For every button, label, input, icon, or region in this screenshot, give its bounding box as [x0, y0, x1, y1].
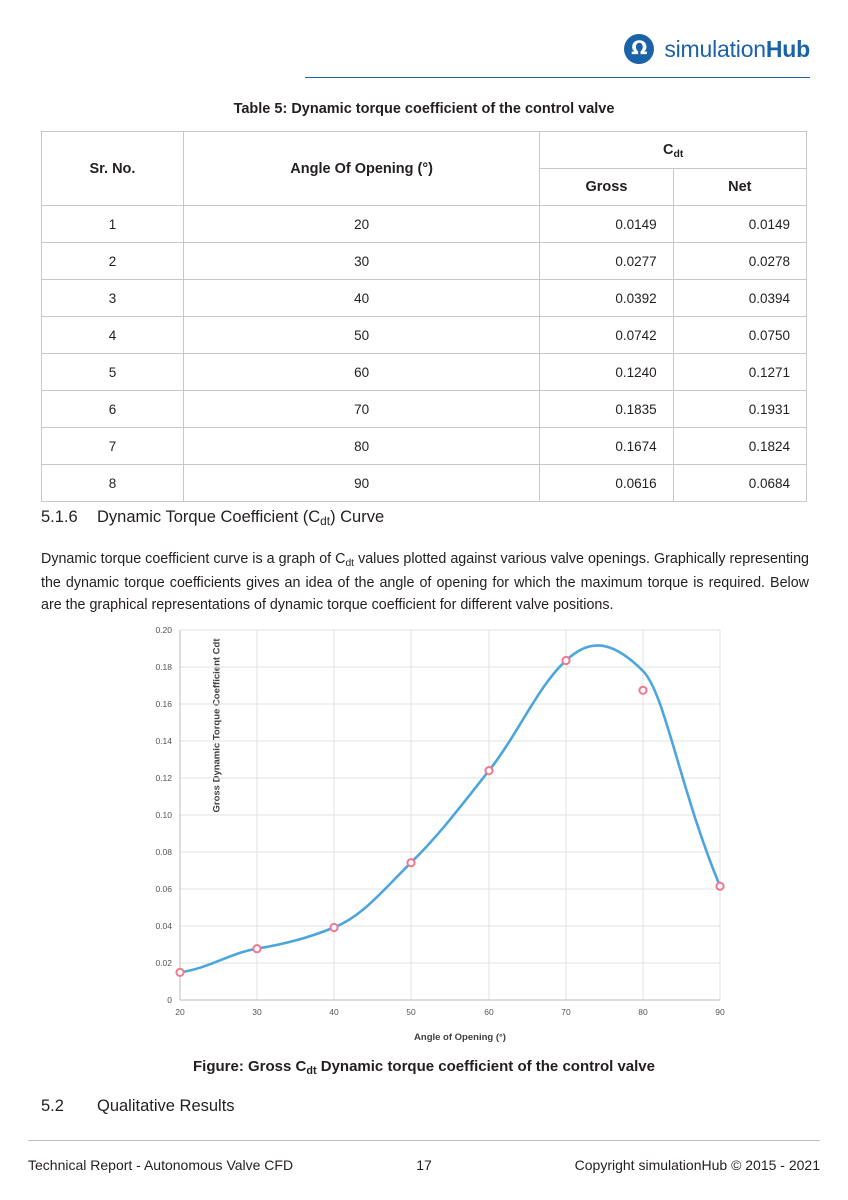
y-tick-label: 0.14 [155, 736, 172, 746]
table-row [42, 428, 807, 465]
cell-gross: 0.1674 [540, 428, 673, 465]
y-tick-label: 0.12 [155, 773, 172, 783]
cell-sr: 5 [42, 354, 184, 391]
header-divider [305, 77, 810, 78]
brand-name-light: simulation [664, 35, 766, 62]
y-tick-label: 0.06 [155, 884, 172, 894]
figure-caption-part1: Figure: Gross C [193, 1058, 307, 1075]
cell-net: 0.0278 [673, 243, 806, 280]
section2-number: 5.2 [41, 1097, 64, 1115]
cell-gross: 0.1240 [540, 354, 673, 391]
table-header-net: Net [673, 169, 806, 206]
table-row [42, 243, 807, 280]
cell-angle: 60 [183, 354, 539, 391]
cell-angle: 70 [183, 391, 539, 428]
figure-caption-part2: Dynamic torque coefficient of the control valve [316, 1058, 655, 1075]
cell-angle: 30 [183, 243, 539, 280]
paragraph-part1: Dynamic torque coefficient curve is a graph of C [41, 551, 346, 567]
footer-copyright: Copyright simulationHub © 2015 - 2021 [574, 1157, 820, 1173]
cell-net: 0.0684 [673, 465, 806, 502]
logo-glyph: Ω [631, 37, 648, 59]
x-tick-label: 70 [561, 1007, 571, 1017]
chart-line-series [180, 645, 720, 972]
cell-angle: 90 [183, 465, 539, 502]
chart-marker [639, 687, 646, 694]
cell-angle: 20 [183, 206, 539, 243]
dynamic-torque-chart [120, 620, 740, 1050]
x-tick-label: 60 [484, 1007, 494, 1017]
cell-gross: 0.0149 [540, 206, 673, 243]
cell-gross: 0.0277 [540, 243, 673, 280]
y-tick-label: 0.18 [155, 662, 172, 672]
cell-sr: 2 [42, 243, 184, 280]
footer-left-text: Technical Report - Autonomous Valve CFD [28, 1157, 294, 1173]
brand-name-bold: Hub [765, 35, 810, 62]
table-header-cdt: $C_{dt}$ [540, 132, 807, 169]
section-title-part1: Dynamic Torque Coefficient (C [97, 508, 321, 526]
cell-net: 0.0149 [673, 206, 806, 243]
figure-caption [0, 1058, 848, 1075]
brand-name [664, 36, 810, 63]
chart-marker [176, 969, 183, 976]
table-row [42, 391, 807, 428]
cell-net: 0.0750 [673, 317, 806, 354]
chart-marker [485, 767, 492, 774]
table-row [42, 280, 807, 317]
page-footer [28, 1157, 820, 1173]
section-title-part2: ) Curve [330, 508, 385, 526]
paragraph-sub: dt [345, 558, 355, 569]
figure-caption-sub: dt [306, 1065, 317, 1077]
table-header-angle: Angle Of Opening (°) [183, 132, 539, 206]
cell-angle: 50 [183, 317, 539, 354]
x-tick-label: 30 [252, 1007, 262, 1017]
cell-sr: 6 [42, 391, 184, 428]
x-tick-label: 80 [638, 1007, 648, 1017]
x-tick-label: 90 [715, 1007, 725, 1017]
cell-gross: 0.0616 [540, 465, 673, 502]
cell-angle: 40 [183, 280, 539, 317]
section-number: 5.1.6 [41, 508, 78, 526]
y-tick-label: 0 [167, 995, 172, 1005]
cell-angle: 80 [183, 428, 539, 465]
brand-header [624, 34, 810, 64]
x-tick-label: 40 [329, 1007, 339, 1017]
cell-gross: 0.1835 [540, 391, 673, 428]
section2-title: Qualitative Results [97, 1097, 235, 1115]
cell-sr: 1 [42, 206, 184, 243]
chart-marker [253, 945, 260, 952]
chart-marker [407, 859, 414, 866]
chart-markers [176, 657, 723, 976]
section-heading-52 [41, 1097, 235, 1116]
cell-net: 0.1931 [673, 391, 806, 428]
footer-divider [28, 1140, 820, 1141]
simulationhub-logo-icon [624, 34, 654, 64]
chart-y-axis-label: Gross Dynamic Torque Coefficient Cdt [211, 638, 223, 813]
y-tick-label: 0.08 [155, 847, 172, 857]
y-tick-label: 0.10 [155, 810, 172, 820]
chart-y-tick-labels [155, 625, 172, 1005]
chart-marker [330, 924, 337, 931]
y-tick-label: 0.16 [155, 699, 172, 709]
y-tick-label: 0.04 [155, 921, 172, 931]
section-heading-516 [41, 508, 384, 527]
table-row [42, 206, 807, 243]
cell-net: 0.1271 [673, 354, 806, 391]
table-header-sr-no: Sr. No. [42, 132, 184, 206]
cell-gross: 0.0392 [540, 280, 673, 317]
cell-sr: 7 [42, 428, 184, 465]
table-header-row-1 [42, 132, 807, 169]
cell-sr: 3 [42, 280, 184, 317]
chart-marker [562, 657, 569, 664]
chart-marker [716, 883, 723, 890]
table-header-gross: Gross [540, 169, 673, 206]
cell-net: 0.1824 [673, 428, 806, 465]
table-caption: Table 5: Dynamic torque coefficient of the control valve [233, 101, 615, 117]
table-row [42, 354, 807, 391]
cell-sr: 8 [42, 465, 184, 502]
cell-gross: 0.0742 [540, 317, 673, 354]
cell-sr: 4 [42, 317, 184, 354]
table-row [42, 465, 807, 502]
footer-page-number: 17 [416, 1157, 432, 1173]
y-tick-label: 0.02 [155, 958, 172, 968]
section-paragraph [41, 548, 809, 616]
y-tick-label: 0.20 [155, 625, 172, 635]
section-title-sub: dt [320, 514, 331, 528]
table-row [42, 317, 807, 354]
cell-net: 0.0394 [673, 280, 806, 317]
chart-x-axis-label: Angle of Opening (°) [414, 1032, 506, 1043]
chart-gridlines-horizontal [180, 630, 720, 1000]
dynamic-torque-table [41, 131, 807, 502]
chart-svg [120, 620, 740, 1032]
paragraph-part2: values plotted against various valve openings. Graphically representing the dynamic torque coefficients gives an idea of the angle of opening for which the maximum torque is required. Below are the graphical representations of dynamic torque coefficient for different valve positions. [41, 551, 810, 613]
chart-x-tick-labels [175, 1007, 725, 1017]
x-tick-label: 20 [175, 1007, 185, 1017]
x-tick-label: 50 [406, 1007, 416, 1017]
